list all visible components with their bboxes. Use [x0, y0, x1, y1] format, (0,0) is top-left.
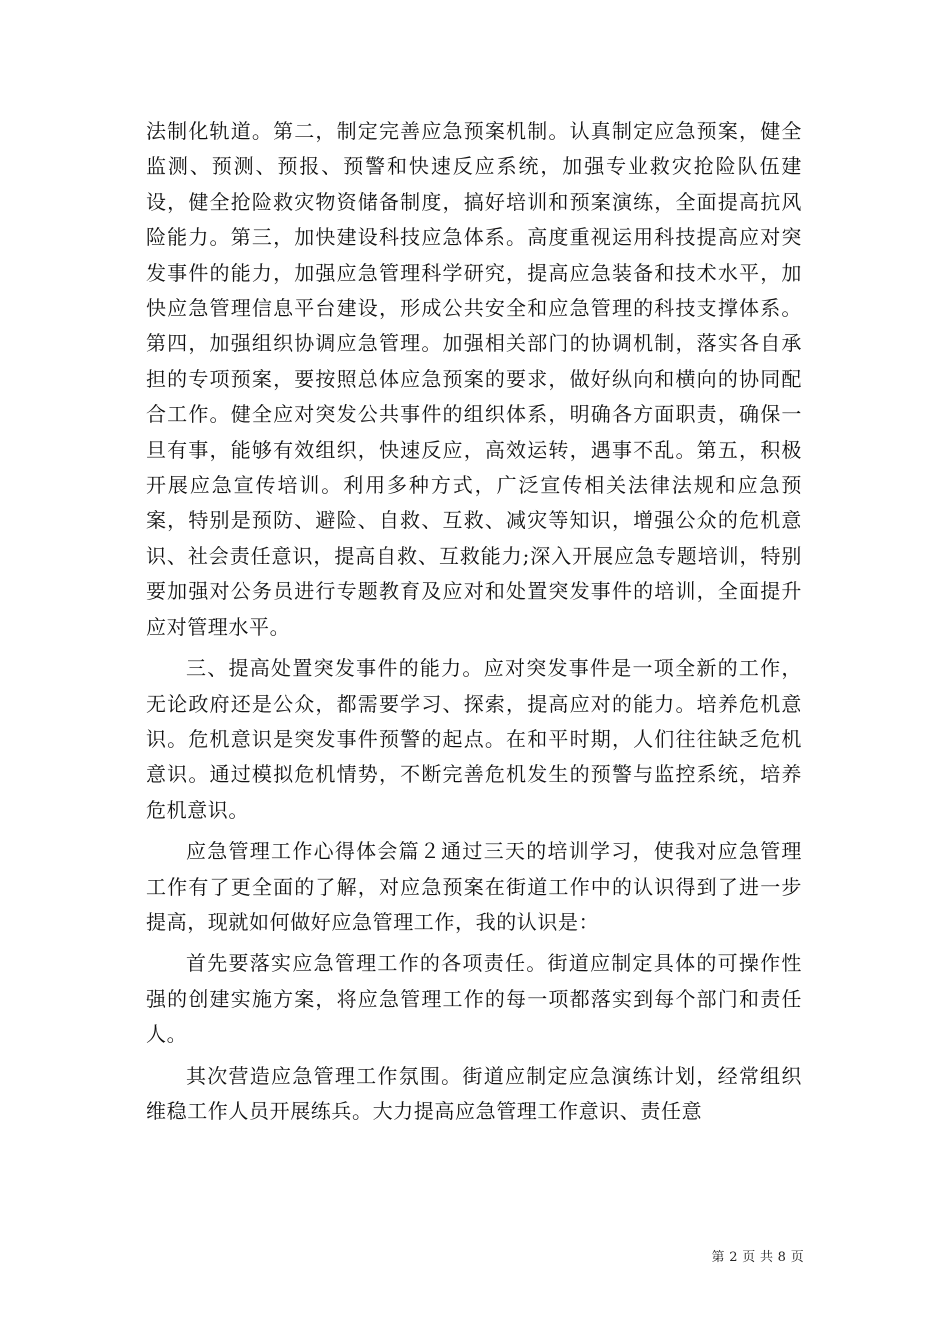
- page-number-footer: 第 2 页 共 8 页: [711, 1250, 804, 1265]
- paragraph-1: 法制化轨道。第二，制定完善应急预案机制。认真制定应急预案，健全监测、预测、预报、预警和快速反应系统，加强专业救灾抢险队伍建设，健全抢险救灾物资储备制度，搞好培训和预案演练，全面提高抗风险能力。第三，加快建设科技应急体系。高度重视运用科技提高应对突发事件的能力，加强应急管理科学研究，提高应急装备和技术水平，加快应急管理信息平台建设，形成公共安全和应急管理的科技支撑体系。第四，加强组织协调应急管理。加强相关部门的协调机制，落实各自承担的专项预案，要按照总体应急预案的要求，做好纵向和横向的协同配合工作。健全应对突发公共事件的组织体系，明确各方面职责，确保一旦有事，能够有效组织，快速反应，高效运转，遇事不乱。第五，积极开展应急宣传培训。利用多种方式，广泛宣传相关法律法规和应急预案，特别是预防、避险、自救、互救、减灾等知识，增强公众的危机意识、社会责任意识，提高自救、互救能力;深入开展应急专题培训，特别要加强对公务员进行专题教育及应对和处置突发事件的培训，全面提升应对管理水平。: [146, 119, 802, 639]
- paragraph-5: 其次营造应急管理工作氛围。街道应制定应急演练计划，经常组织维稳工作人员开展练兵。大力提高应急管理工作意识、责任意: [146, 1063, 802, 1123]
- paragraph-3: 应急管理工作心得体会篇２通过三天的培训学习，使我对应急管理工作有了更全面的了解，对应急预案在街道工作中的认识得到了进一步提高，现就如何做好应急管理工作，我的认识是：: [146, 839, 802, 934]
- paragraph-2: 三、提高处置突发事件的能力。应对突发事件是一项全新的工作，无论政府还是公众，都需要学习、探索，提高应对的能力。培养危机意识。危机意识是突发事件预警的起点。在和平时期，人们往往缺乏危机意识。通过模拟危机情势，不断完善危机发生的预警与监控系统，培养危机意识。: [146, 656, 802, 822]
- paragraph-4: 首先要落实应急管理工作的各项责任。街道应制定具体的可操作性强的创建实施方案，将应急管理工作的每一项都落实到每个部门和责任人。: [146, 951, 802, 1047]
- document-body: [146, 114, 802, 1135]
